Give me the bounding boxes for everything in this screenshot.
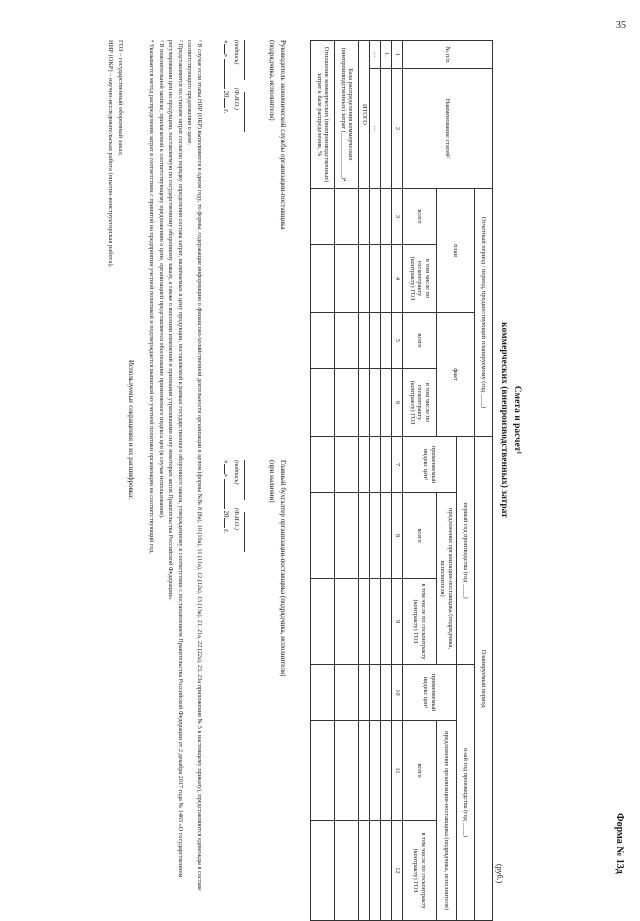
table-cell (335, 821, 359, 921)
col-number: 1 (392, 41, 403, 69)
table-cell (311, 437, 335, 493)
table-cell (311, 369, 335, 437)
signature-line (244, 40, 245, 80)
table-cell (359, 579, 370, 665)
table-cell (381, 721, 392, 821)
date-quote-open: « (222, 460, 231, 464)
col-number: 7 (392, 437, 403, 493)
fio-caption: (Ф.И.О.) (233, 507, 240, 530)
signature-subtitle: (при наличии) (268, 460, 277, 503)
table-cell (311, 821, 335, 921)
plan-total-header: всего (403, 189, 437, 245)
table-cell (370, 721, 381, 821)
fio-line (244, 512, 245, 552)
table-cell (311, 579, 335, 665)
table-cell (311, 721, 335, 821)
table-cell (381, 493, 392, 579)
date-year-suffix: г. (222, 529, 231, 534)
row-name: … (370, 69, 381, 189)
table-cell (381, 313, 392, 369)
table-cell (359, 721, 370, 821)
table-cell (381, 189, 392, 245)
col-number: 5 (392, 313, 403, 369)
table-cell (335, 579, 359, 665)
nth-incl-header: в том числе по госконтракту (контракту) ГОЗ (403, 821, 437, 921)
table-cell (359, 437, 370, 493)
signature-caption: (подпись) (233, 40, 240, 65)
table-cell (370, 665, 381, 721)
total-row (359, 41, 370, 921)
abbreviation-item: ГОЗ – государственный оборонный заказ; (117, 40, 124, 156)
fio-caption: (Ф.И.О.) (233, 87, 240, 110)
org-proposal-header-nth: предложение организации-поставщика (подрядчика, исполнителя) (437, 721, 457, 921)
abbreviations-list (104, 40, 125, 267)
signature-line (244, 460, 245, 500)
abbreviations-title: Используемые сокращения и их расшифровка: (127, 360, 135, 500)
table-cell (370, 313, 381, 369)
col-number: 12 (392, 821, 403, 921)
table-cell (335, 189, 359, 245)
table-cell (335, 493, 359, 579)
date-year-prefix: 20 (222, 510, 231, 518)
signature-economist (221, 40, 288, 340)
table-cell (311, 189, 335, 245)
signature-caption: (подпись) (233, 460, 240, 485)
table-cell (381, 821, 392, 921)
date-year-line (225, 518, 226, 528)
table-cell (335, 665, 359, 721)
row-number: 1. (381, 41, 392, 69)
ratio-row (311, 41, 335, 921)
table-cell (359, 369, 370, 437)
col-number: 8 (392, 493, 403, 579)
signature-accountant (221, 460, 288, 760)
signature-title: Главный бухгалтер организации-поставщика (подрядчика, исполнителя) (279, 460, 287, 677)
total-label: ИТОГО (359, 41, 370, 189)
table-cell (311, 493, 335, 579)
date-year-suffix: г. (222, 109, 231, 114)
table-cell (311, 665, 335, 721)
table-cell (381, 579, 392, 665)
index-header-first: применяемый индекс цен³ (403, 437, 457, 493)
table-row (381, 41, 392, 921)
rotated-page (80, 0, 640, 920)
table-cell (335, 437, 359, 493)
page-number: 35 (616, 20, 626, 31)
footnote: ² Представляются по статьям затрат согласно порядку определения состава затрат, включаемых в цену продукции, поставляемой в рамках государственного оборонного заказа, утвержденному в соответствии с постановлением Правительства Российской Федерации от 2 декабря 2017 года № 1465 «О государственном регулировании цен на продукцию, поставляемую по государственному оборонному заказу, а также о внесении изменений и признании утратившими силу некоторых актов Правительства Российской Федерации». (167, 40, 184, 878)
table-cell (359, 245, 370, 313)
table-row (370, 41, 381, 921)
plan-period-header: Планируемый период (475, 437, 493, 921)
col-number: 4 (392, 245, 403, 313)
date-quote-close: » (222, 53, 231, 57)
table-cell (381, 665, 392, 721)
date-year-line (225, 98, 226, 108)
table-cell (359, 313, 370, 369)
table-cell (381, 369, 392, 437)
table-cell (370, 437, 381, 493)
base-row (335, 41, 359, 921)
table-cell (370, 189, 381, 245)
col-number: 9 (392, 579, 403, 665)
col-number: 3 (392, 189, 403, 245)
estimate-table (310, 40, 493, 921)
table-cell (381, 245, 392, 313)
footnote: ⁴ Указывается метод распределения затрат в соответствии с принятой на предприятии учетной политикой и подтверждается выпиской из учетной политики организации на соответствующий год. (147, 40, 155, 554)
footnote: ³ В пояснительной записке, прилагаемой к соответствующему предложению о цене, организацией представляется обоснование применяемого индекса цен (в случае использования). (157, 40, 165, 519)
plan-incl-header: в том числе по госконтракту (контракту) ГОЗ (403, 245, 437, 313)
fact-incl-header: в том числе по госконтракту (контракту) ГОЗ (403, 369, 437, 437)
table-cell (359, 665, 370, 721)
table-cell (370, 245, 381, 313)
table-cell (359, 493, 370, 579)
date-month-line (225, 479, 226, 509)
abbreviation-item: НИР (ОКР) – научно-исследовательская работа (опытно-конструкторская работа). (106, 40, 114, 268)
first-year-header: первый год производства (год ____) (457, 437, 475, 665)
table-cell (335, 721, 359, 821)
report-period-header: Отчетный период / период, предшествующий планируемому (год ____) (475, 189, 493, 437)
table-cell (335, 313, 359, 369)
table-cell (359, 189, 370, 245)
date-quote-close: » (222, 473, 231, 477)
signature-title: Руководитель экономической службы организации-поставщика (279, 40, 287, 230)
table-cell (381, 437, 392, 493)
col-number: 11 (392, 721, 403, 821)
fio-line (244, 92, 245, 132)
table-cell (359, 821, 370, 921)
ratio-label: Отношение коммерческих (внепроизводственных) затрат к базе распределения, % (311, 41, 335, 189)
signature-subtitle: (подрядчика, исполнителя) (268, 40, 277, 121)
table-cell (335, 369, 359, 437)
footnotes (146, 40, 204, 900)
column-numbers-row (392, 41, 403, 921)
date-day-line (225, 44, 226, 54)
col-number: 10 (392, 665, 403, 721)
date-year-prefix: 20 (222, 90, 231, 98)
date-quote-open: « (222, 40, 231, 44)
table-cell (370, 821, 381, 921)
date-day-line (225, 464, 226, 474)
fact-header: факт (437, 313, 475, 437)
col-number: 6 (392, 369, 403, 437)
form-number: Форма № 13д (614, 813, 625, 874)
first-incl-header: в том числе по госконтракту (контракту) ГОЗ (403, 579, 437, 665)
first-total-header: всего (403, 493, 437, 579)
plan-header: план (437, 189, 475, 313)
footnote: ¹ В случае если этапы НИР (ОКР) выполняются в одном году, то формы, содержащие информацию о финансово-хозяйственной деятельности организации в целом (формы №№ 8 (8а), 10 (10а), 11 (11а), 12 (12а), 13 (13а), 21, 21а, 22 (22а), 23, 23а приложения № 5 к настоящему приказу), представляются единожды в составе соответствующего предложения о цене. (186, 40, 203, 891)
document-title: Смета и расчет¹ (512, 385, 522, 455)
table-cell (335, 245, 359, 313)
org-proposal-header-first: предложение организации-поставщика (подрядчика, исполнителя) (437, 493, 457, 665)
col-number: 2 (392, 69, 403, 189)
col-name-header: Наименование статей² (403, 69, 493, 189)
table-cell (311, 313, 335, 369)
table-cell (370, 493, 381, 579)
nth-year-header: n-ый год производства (год ____) (457, 665, 475, 921)
table-cell (381, 69, 392, 189)
fact-total-header: всего (403, 313, 437, 369)
table-cell (370, 369, 381, 437)
base-label: База распределения коммерческих (внепроизводственных) затрат (______________)⁴ (335, 41, 359, 189)
index-header-nth: применяемый индекс цен³ (403, 665, 457, 721)
nth-total-header: всего (403, 721, 437, 821)
header-row-1 (475, 41, 493, 921)
unit-label: (руб.) (495, 864, 504, 884)
table-cell (311, 245, 335, 313)
date-month-line (225, 59, 226, 89)
document-subtitle: коммерческих (внепроизводственных) затрат (499, 322, 509, 518)
col-no-header: № п/п (403, 41, 493, 69)
table-cell (370, 579, 381, 665)
row-number: … (370, 41, 381, 69)
